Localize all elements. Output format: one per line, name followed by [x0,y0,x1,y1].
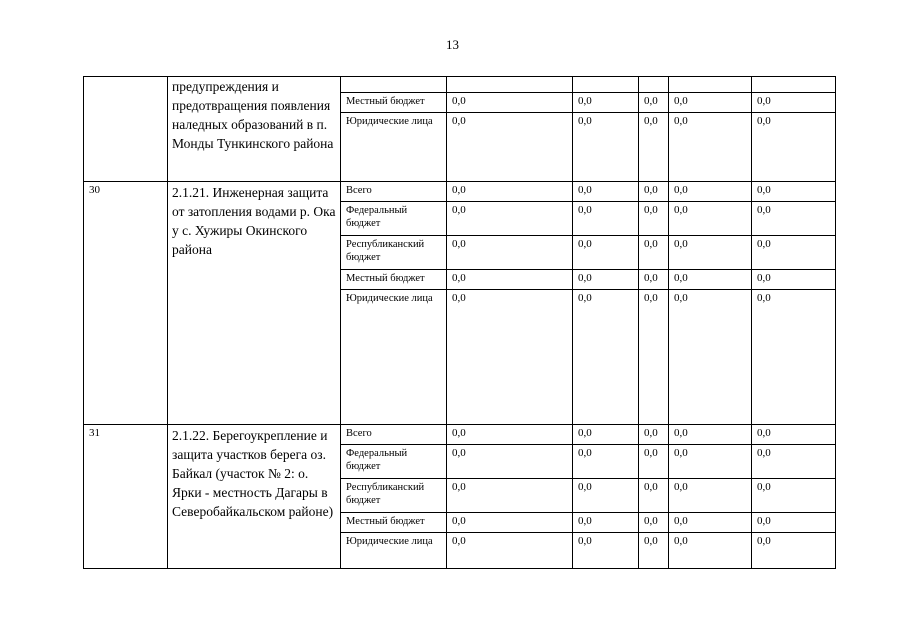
value-cell: 0,0 [639,93,669,113]
value-cell: 0,0 [447,202,573,236]
value-cell: 0,0 [573,445,639,479]
funding-source [341,77,447,93]
measure-name: 2.1.21. Инженерная защита от затопления водами р. Ока у с. Хужиры Окинского района [168,182,341,425]
value-cell: 0,0 [639,513,669,533]
value-cell [639,77,669,93]
funding-source: Местный бюджет [341,93,447,113]
value-cell: 0,0 [669,425,752,445]
row-number: 31 [84,425,168,569]
value-cell: 0,0 [447,513,573,533]
value-cell: 0,0 [573,425,639,445]
value-cell: 0,0 [573,513,639,533]
value-cell: 0,0 [669,479,752,513]
value-cell: 0,0 [669,93,752,113]
value-cell: 0,0 [752,425,836,445]
page-number: 13 [446,37,459,52]
funding-source: Местный бюджет [341,270,447,290]
value-cell: 0,0 [573,290,639,425]
table-row [84,425,836,445]
value-cell: 0,0 [573,236,639,270]
value-cell: 0,0 [447,290,573,425]
value-cell: 0,0 [669,202,752,236]
value-cell: 0,0 [639,202,669,236]
value-cell: 0,0 [447,182,573,202]
value-cell: 0,0 [639,236,669,270]
value-cell: 0,0 [669,182,752,202]
budget-table [83,76,836,569]
value-cell: 0,0 [752,533,836,569]
value-cell: 0,0 [573,93,639,113]
value-cell [752,77,836,93]
value-cell: 0,0 [573,202,639,236]
value-cell: 0,0 [669,513,752,533]
value-cell: 0,0 [447,270,573,290]
value-cell: 0,0 [573,270,639,290]
table-row [84,182,836,202]
value-cell: 0,0 [669,533,752,569]
value-cell: 0,0 [752,513,836,533]
value-cell: 0,0 [639,533,669,569]
value-cell: 0,0 [573,533,639,569]
value-cell: 0,0 [573,479,639,513]
value-cell: 0,0 [639,113,669,182]
value-cell: 0,0 [752,202,836,236]
value-cell: 0,0 [669,236,752,270]
value-cell [447,77,573,93]
value-cell: 0,0 [669,445,752,479]
value-cell: 0,0 [752,182,836,202]
value-cell: 0,0 [573,113,639,182]
value-cell: 0,0 [447,236,573,270]
value-cell: 0,0 [447,533,573,569]
value-cell: 0,0 [752,479,836,513]
value-cell: 0,0 [639,425,669,445]
funding-source: Юридические лица [341,533,447,569]
value-cell: 0,0 [752,236,836,270]
value-cell: 0,0 [639,290,669,425]
funding-source: Республиканский бюджет [341,479,447,513]
value-cell: 0,0 [447,445,573,479]
funding-source: Юридические лица [341,290,447,425]
value-cell: 0,0 [752,93,836,113]
value-cell: 0,0 [669,290,752,425]
funding-source: Всего [341,182,447,202]
value-cell: 0,0 [752,270,836,290]
funding-source: Федеральный бюджет [341,445,447,479]
value-cell [573,77,639,93]
value-cell: 0,0 [447,113,573,182]
funding-source: Юридические лица [341,113,447,182]
table-row [84,77,836,93]
value-cell: 0,0 [639,445,669,479]
funding-source: Местный бюджет [341,513,447,533]
value-cell [669,77,752,93]
row-number: 30 [84,182,168,425]
value-cell: 0,0 [752,445,836,479]
value-cell: 0,0 [573,182,639,202]
row-number [84,77,168,182]
value-cell: 0,0 [447,93,573,113]
value-cell: 0,0 [752,113,836,182]
measure-name: предупреждения и предотвращения появления наледных образований в п. Монды Тункинского района [168,77,341,182]
funding-source: Всего [341,425,447,445]
value-cell: 0,0 [669,113,752,182]
value-cell: 0,0 [752,290,836,425]
value-cell: 0,0 [447,425,573,445]
value-cell: 0,0 [639,270,669,290]
value-cell: 0,0 [639,479,669,513]
funding-source: Федеральный бюджет [341,202,447,236]
funding-source: Республиканский бюджет [341,236,447,270]
measure-name: 2.1.22. Берегоукрепление и защита участков берега оз. Байкал (участок № 2: о. Ярки - местность Дагары в Северобайкальском районе) [168,425,341,569]
value-cell: 0,0 [639,182,669,202]
value-cell: 0,0 [669,270,752,290]
value-cell: 0,0 [447,479,573,513]
